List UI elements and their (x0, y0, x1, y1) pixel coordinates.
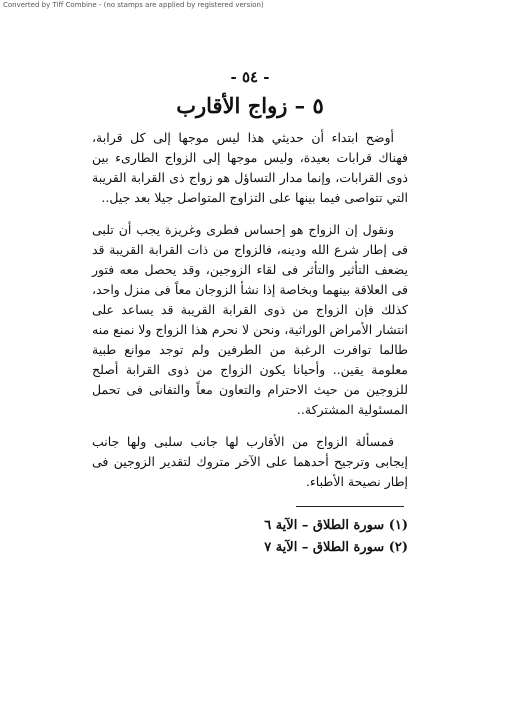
paragraph-conclusion: فمسألة الزواج من الأقارب لها جانب سلبى ولها جانب إيجابى وترجيح أحدهما على الآخر متروك لتقدير الزوجين فى إطار نصيحة الأطباء. (92, 434, 408, 489)
page-number: - ٥٤ - (230, 68, 270, 86)
paragraph-body: ونقول إن الزواج هو إحساس فطرى وغريزة يجب أن تلبى فى إطار شرع الله ودينه، فالزواج من ذات القرابة القريبة قد يضعف التأثير والتأثر فى لقاء الزوجين، وقد يحصل معه فتور فى العلاقة بينهما وبخاصة إذا نشأ الزوجان معاً فى منزل واحد، كذلك فإن الزواج من ذوى القرابة القريبة قد يساعد على انتشار الأمراض الوراثية، ونحن لا نحرم هذا الزواج ولا نمنع منه طالما توافرت الرغبة من الطرفين ولم توجد موانع طبية معلومة يقين.. وأحيانا يكون الزواج من ذوى القرابة أصلح للزوجين من حيث الاحترام والتعاون معاً والتفانى فى تحمل المسئولية المشتركة.. (92, 222, 408, 417)
footnote-1: (١) سورة الطلاق – الآية ٦ (264, 518, 408, 533)
paragraph-intro: أوضح ابتداء أن حديثي هذا ليس موجها إلى كل قرابة، فهناك قرابات بعيدة، وليس موجها إلى الزواج الطارىء بين ذوى القرابات، وإنما مدار التساؤل هو زواج ذى القرابة القريبة التي تتواصى فيما بينها على التزاوج المتواصل جيلا بعد جيل.. (92, 130, 408, 205)
converter-watermark: Converted by Tiff Combine - (no stamps are applied by registered version) (3, 1, 264, 9)
book-page (92, 66, 408, 559)
footnote-2: (٢) سورة الطلاق – الآية ٧ (264, 540, 408, 555)
footnote-divider (296, 506, 404, 507)
footnotes-list (92, 515, 408, 559)
chapter-heading: ٥ – زواج الأقارب (176, 93, 324, 118)
